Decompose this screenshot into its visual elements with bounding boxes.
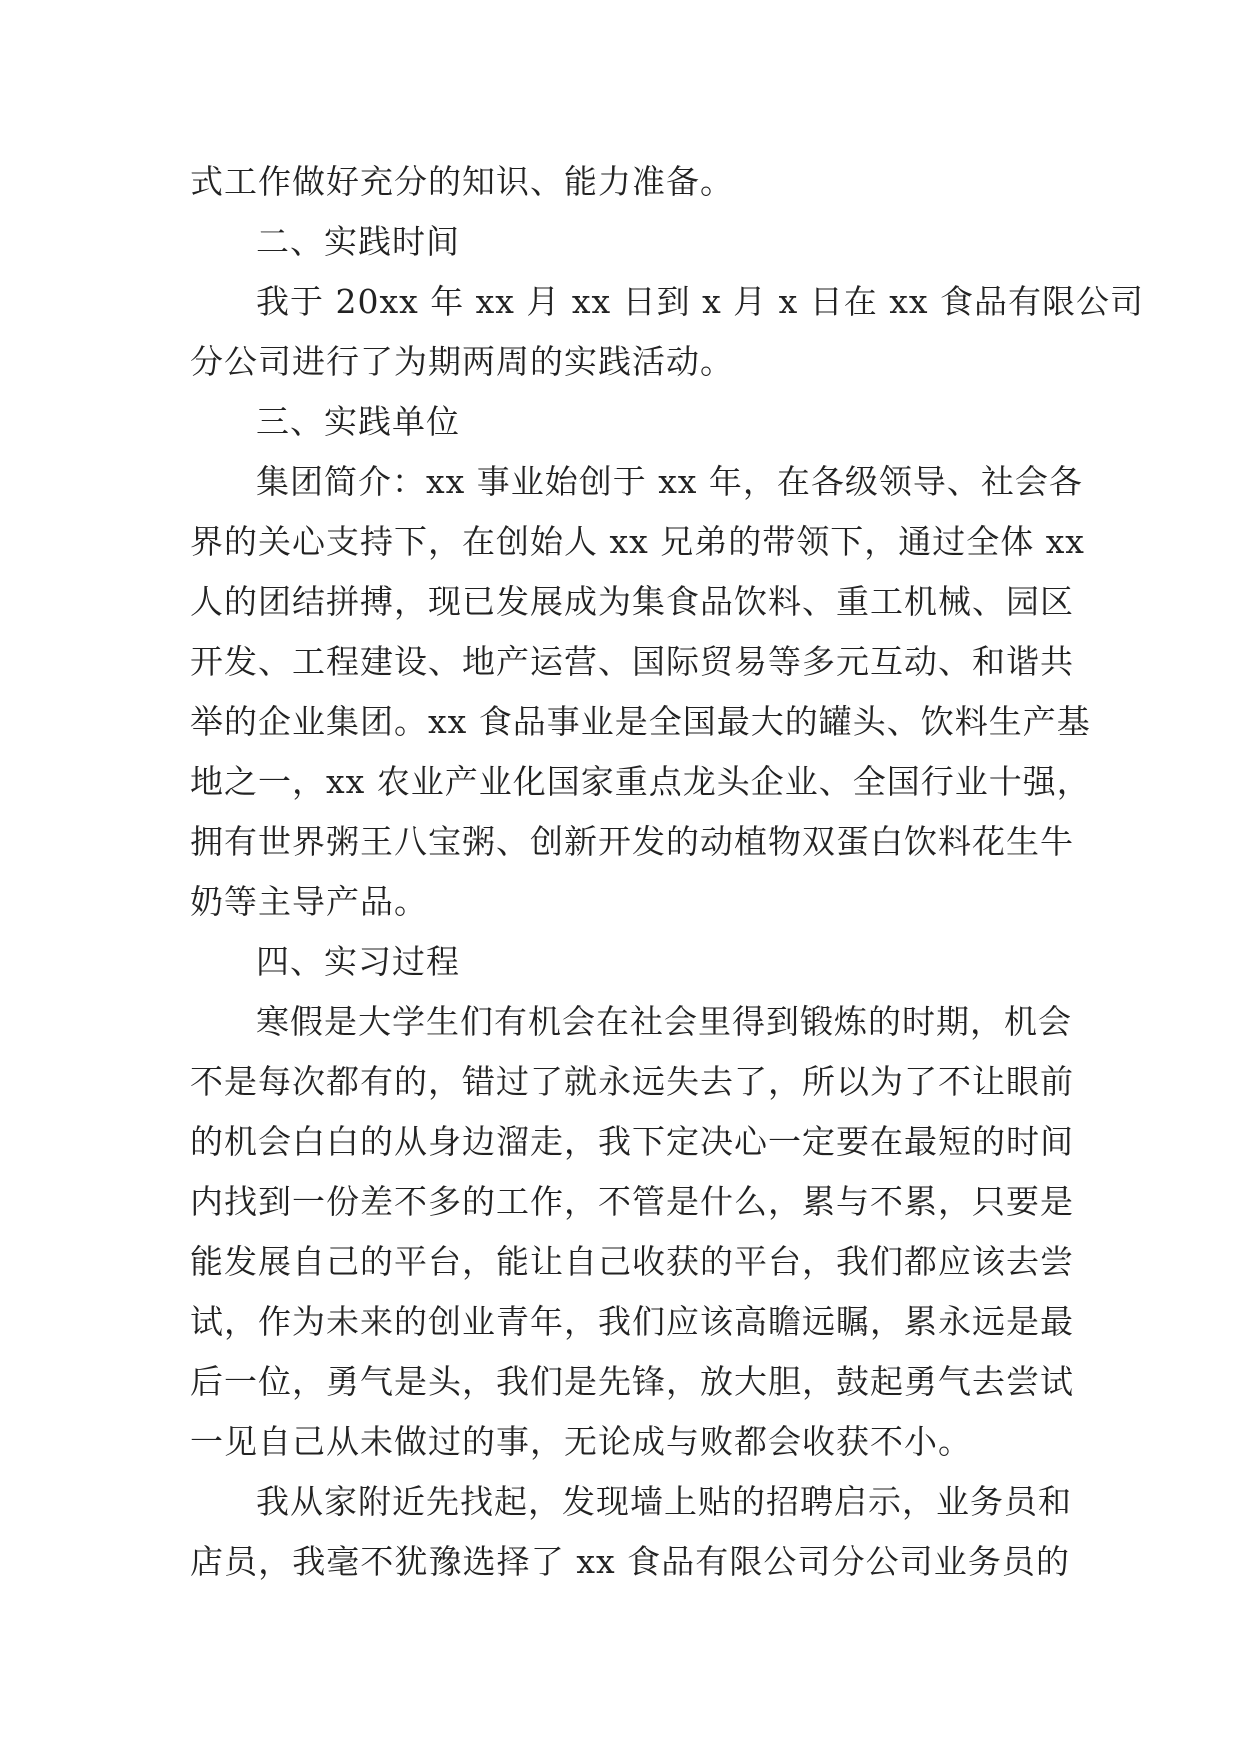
section-heading: 三、实践单位 — [256, 402, 460, 441]
text-line: 人的团结拼搏，现已发展成为集食品饮料、重工机械、园区 — [190, 582, 1074, 621]
text-line: 的机会白白的从身边溜走，我下定决心一定要在最短的时间 — [190, 1122, 1074, 1161]
text-line: 分公司进行了为期两周的实践活动。 — [190, 342, 734, 381]
text-line: 店员，我毫不犹豫选择了 xx 食品有限公司分公司业务员的 — [190, 1542, 1070, 1581]
text-line: 后一位，勇气是头，我们是先锋，放大胆，鼓起勇气去尝试 — [190, 1362, 1074, 1401]
text-line: 内找到一份差不多的工作，不管是什么，累与不累，只要是 — [190, 1182, 1074, 1221]
text-line: 我于 20xx 年 xx 月 xx 日到 x 月 x 日在 xx 食品有限公司 — [256, 282, 1144, 321]
document-body — [190, 152, 1144, 1592]
text-line: 试，作为未来的创业青年，我们应该高瞻远瞩，累永远是最 — [190, 1302, 1074, 1341]
text-line: 地之一，xx 农业产业化国家重点龙头企业、全国行业十强， — [190, 762, 1091, 801]
text-line: 一见自己从未做过的事，无论成与败都会收获不小。 — [190, 1422, 972, 1461]
text-line: 奶等主导产品。 — [190, 882, 428, 921]
text-line: 开发、工程建设、地产运营、国际贸易等多元互动、和谐共 — [190, 642, 1074, 681]
section-heading: 二、实践时间 — [256, 222, 460, 261]
text-line: 集团简介：xx 事业始创于 xx 年，在各级领导、社会各 — [256, 462, 1083, 501]
text-line: 不是每次都有的，错过了就永远失去了，所以为了不让眼前 — [190, 1062, 1074, 1101]
text-line: 界的关心支持下，在创始人 xx 兄弟的带领下，通过全体 xx — [190, 522, 1085, 561]
text-line: 拥有世界粥王八宝粥、创新开发的动植物双蛋白饮料花生牛 — [190, 822, 1074, 861]
text-line: 举的企业集团。xx 食品事业是全国最大的罐头、饮料生产基 — [190, 702, 1091, 741]
text-line: 式工作做好充分的知识、能力准备。 — [190, 162, 734, 201]
text-line: 寒假是大学生们有机会在社会里得到锻炼的时期，机会 — [256, 1002, 1072, 1041]
text-line: 能发展自己的平台，能让自己收获的平台，我们都应该去尝 — [190, 1242, 1074, 1281]
text-line: 我从家附近先找起，发现墙上贴的招聘启示，业务员和 — [256, 1482, 1072, 1521]
section-heading: 四、实习过程 — [256, 942, 460, 981]
